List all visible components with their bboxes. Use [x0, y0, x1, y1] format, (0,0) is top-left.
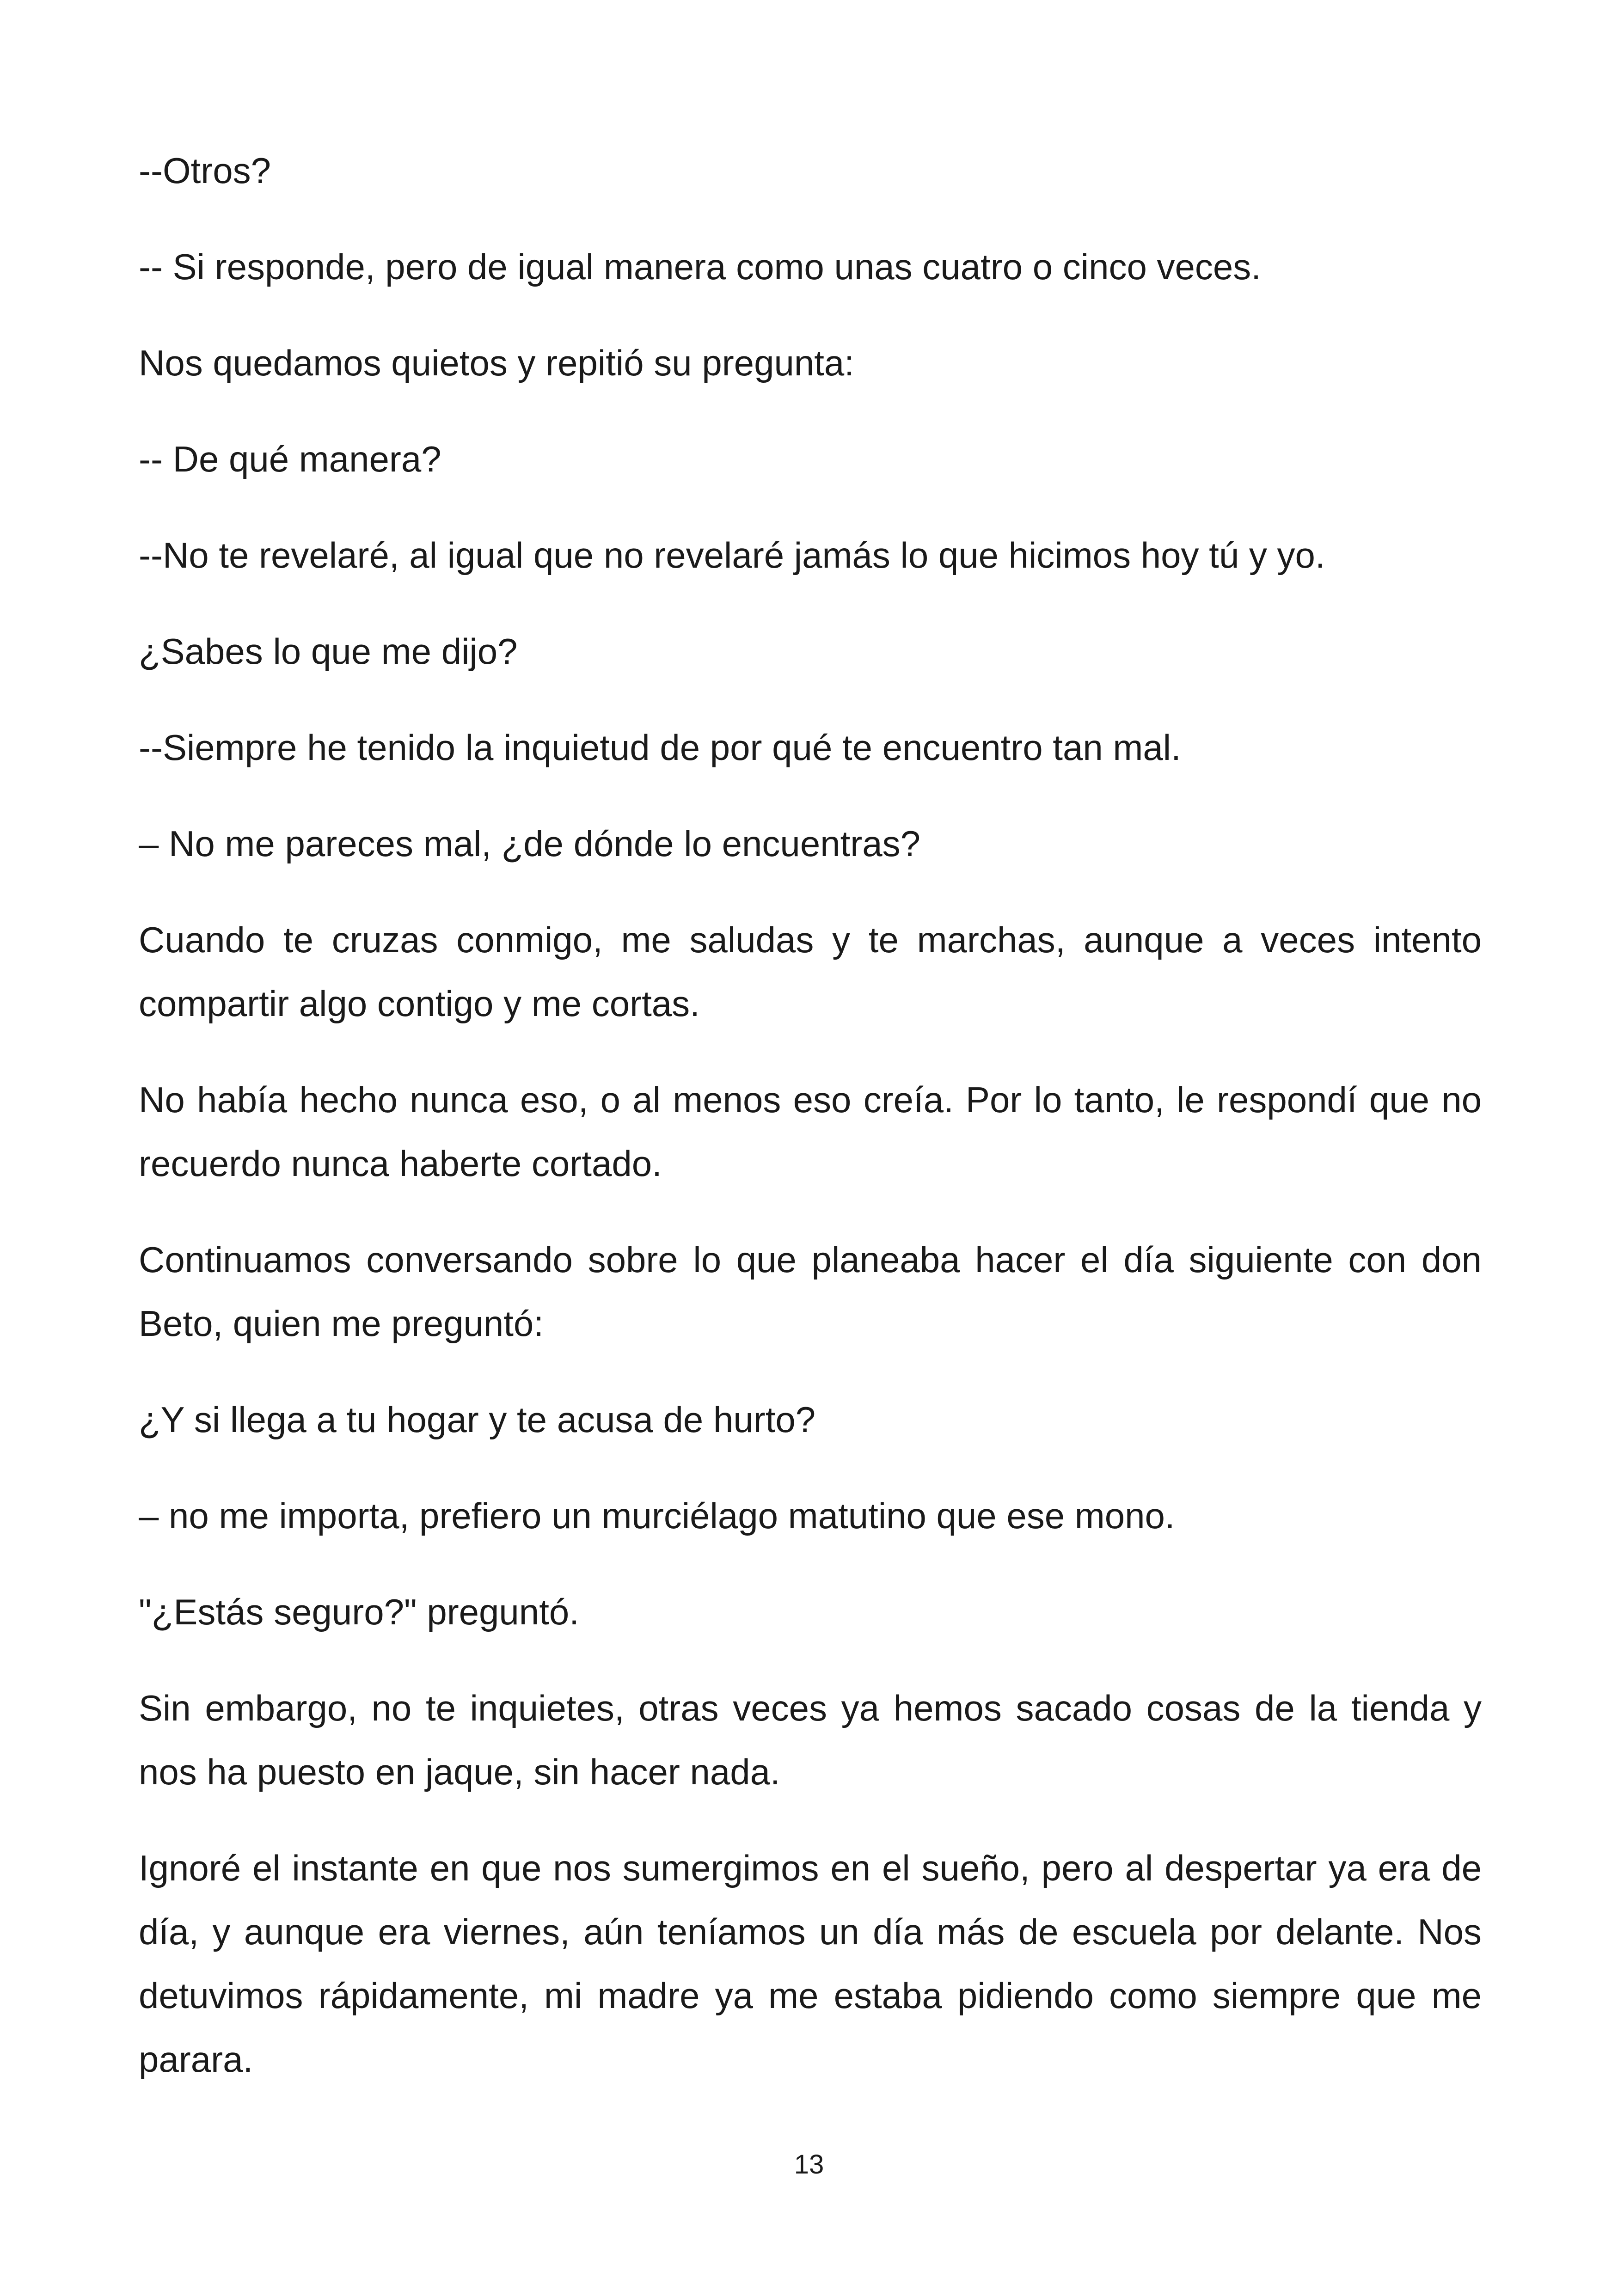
paragraph: -- Si responde, pero de igual manera como unas cuatro o cinco veces. [139, 246, 1261, 287]
paragraph: – no me importa, prefiero un murciélago matutino que ese mono. [139, 1495, 1175, 1536]
paragraph: ¿Sabes lo que me dijo? [139, 631, 518, 672]
paragraph: – No me pareces mal, ¿de dónde lo encuentras? [139, 823, 920, 864]
paragraph: Ignoré el instante en que nos sumergimos en el sueño, pero al despertar ya era de día, y aunque era viernes, aún teníamos un día más de escuela por delante. Nos detuvimos rápidamente, mi madre ya me estaba pidiendo como siempre que me parara. [139, 1848, 1482, 2080]
paragraph: --Siempre he tenido la inquietud de por qué te encuentro tan mal. [139, 727, 1181, 768]
paragraph: Cuando te cruzas conmigo, me saludas y te marchas, aunque a veces intento compartir algo contigo y me cortas. [139, 919, 1482, 1024]
paragraph: Sin embargo, no te inquietes, otras veces ya hemos sacado cosas de la tienda y nos ha puesto en jaque, sin hacer nada. [139, 1688, 1482, 1792]
paragraph: No había hecho nunca eso, o al menos eso creía. Por lo tanto, le respondí que no recuerdo nunca haberte cortado. [139, 1079, 1482, 1184]
body-text [139, 139, 1482, 2124]
paragraph: ¿Y si llega a tu hogar y te acusa de hurto? [139, 1399, 816, 1440]
paragraph: Continuamos conversando sobre lo que planeaba hacer el día siguiente con don Beto, quien me preguntó: [139, 1239, 1482, 1344]
paragraph: Nos quedamos quietos y repitió su pregunta: [139, 343, 854, 383]
paragraph: -- De qué manera? [139, 439, 441, 479]
paragraph: --Otros? [139, 150, 271, 191]
paragraph: --No te revelaré, al igual que no revelaré jamás lo que hicimos hoy tú y yo. [139, 535, 1325, 576]
page-number: 13 [794, 2149, 824, 2180]
paragraph: "¿Estás seguro?" preguntó. [139, 1592, 579, 1632]
